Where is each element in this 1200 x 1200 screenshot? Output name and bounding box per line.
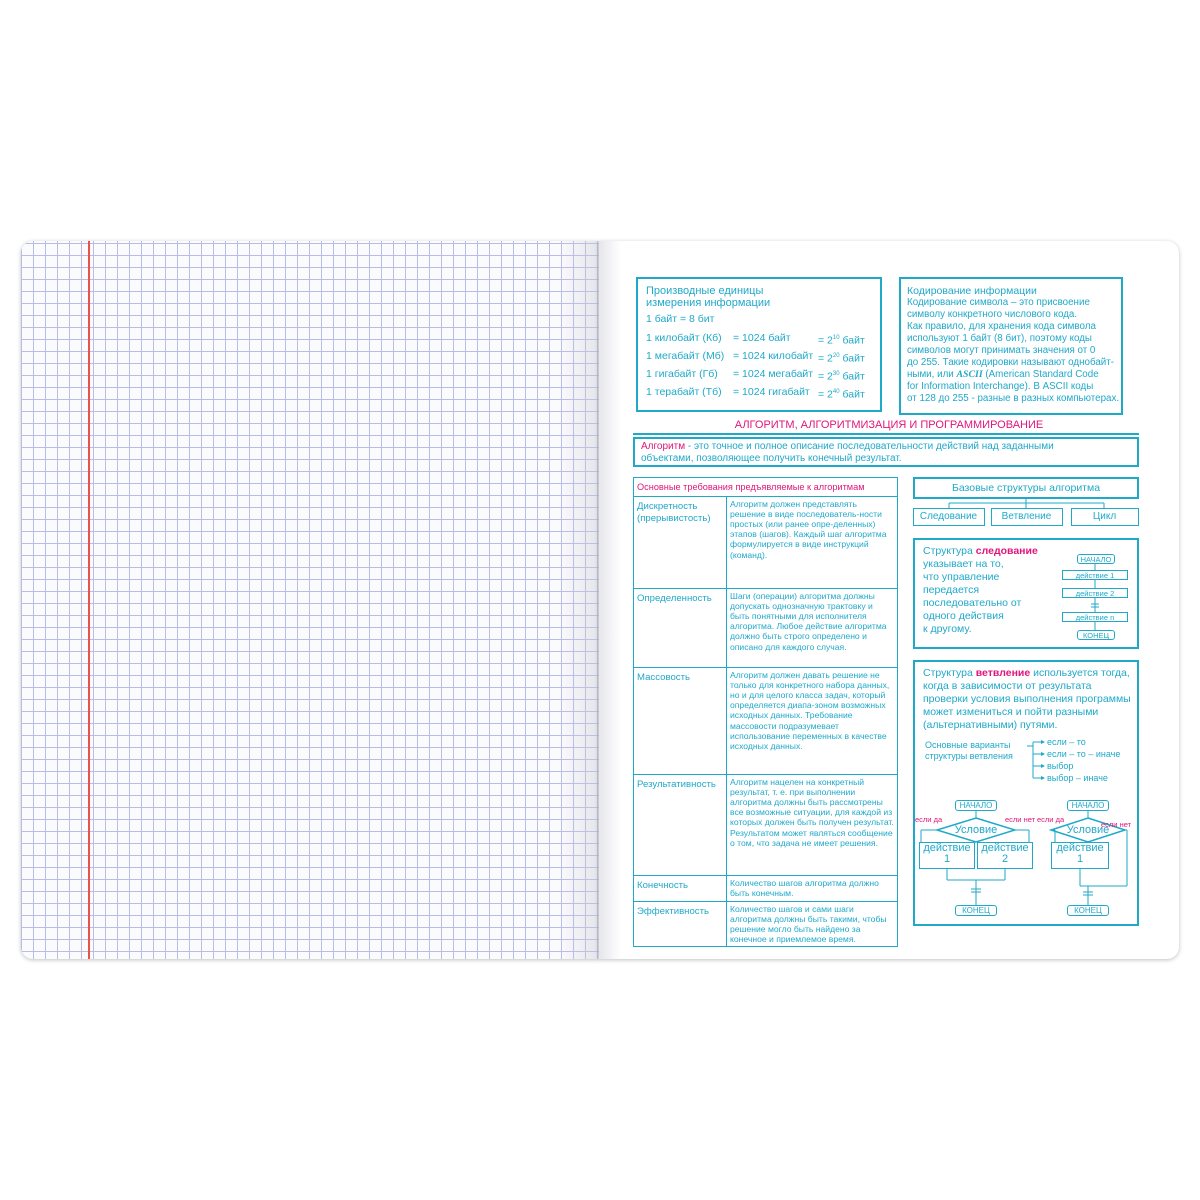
coding-line: Как правило, для хранения кода символа <box>907 321 1096 332</box>
coding-line: символов могут принимать значения от 0 <box>907 345 1096 356</box>
units-title-2: измерения информации <box>646 297 771 309</box>
coding-line: ными, или ASCII (American Standard Code <box>907 369 1099 380</box>
condition-label: Условие <box>1066 824 1110 836</box>
flow-end: КОНЕЦ <box>955 905 997 916</box>
page-fold-shadow <box>559 241 599 959</box>
variant-item: выбор – иначе <box>1047 773 1108 783</box>
flow-action: действие n <box>1062 612 1128 622</box>
branch-line: (альтернативными) путями. <box>923 719 1058 731</box>
flow-end: КОНЕЦ <box>1067 905 1109 916</box>
flow-end: КОНЕЦ <box>1077 630 1115 640</box>
sequence-line: передается <box>923 584 980 596</box>
unit-power: = $2^{10}$ байт <box>818 334 865 347</box>
unit-power: = $2^{30}$ байт <box>818 370 865 383</box>
requirement-name: Дискретность (прерывистость) <box>634 497 727 589</box>
flow-start: НАЧАЛО <box>955 800 997 811</box>
sequence-line: одного действия <box>923 610 1004 622</box>
branch-line: проверки условия выполнения программы <box>923 693 1131 705</box>
requirement-name: Результативность <box>634 775 727 876</box>
margin-line <box>88 241 90 959</box>
definition-line-1: Алгоритм - это точное и полное описание последовательности действий над заданными <box>641 441 1054 452</box>
flow-action: действие 1 <box>1062 570 1128 580</box>
requirement-text: Количество шагов алгоритма должно быть конечным. <box>727 876 898 902</box>
requirement-name: Определенность <box>634 589 727 668</box>
coding-line: от 128 до 255 - разные в разных компьютерах. <box>907 393 1120 404</box>
sequence-line: к другому. <box>923 623 972 635</box>
yes-label: если да <box>1037 815 1065 824</box>
branch-line: может измениться и пойти разными <box>923 706 1099 718</box>
requirement-name: Эффективность <box>634 902 727 947</box>
reference-page <box>599 241 1179 959</box>
requirement-name: Массовость <box>634 668 727 775</box>
flow-action: действие 1 <box>1051 842 1109 869</box>
requirement-text: Алгоритм должен представлять решение в виде последователь-ности простых (или ранее опре-деленных) этапов (шагов). Каждый шаг алгоритма формулируется в виде инструкций (команд). <box>727 497 898 589</box>
unit-equiv: = 1024 мегабайт <box>733 368 814 380</box>
section-title: АЛГОРИТМ, АЛГОРИТМИЗАЦИЯ И ПРОГРАММИРОВАНИЕ <box>734 419 1044 431</box>
branch-heading: Структура ветвление используется тогда, <box>923 667 1130 679</box>
base-structures-title: Базовые структуры алгоритма <box>951 482 1101 494</box>
unit-name: 1 килобайт (Кб) <box>646 332 722 344</box>
sequence-box <box>913 538 1139 649</box>
requirement-text: Шаги (операции) алгоритма должны допускать однозначную трактовку и быть понятными для исполнителя алгоритма. Любое действие алгоритма должно быть строго определено и описано для каждого случая. <box>727 589 898 668</box>
branch-line: когда в зависимости от результата <box>923 680 1092 692</box>
definition-line-2: объектами, позволяющее получить конечный результат. <box>641 453 902 464</box>
branch-box <box>913 660 1139 926</box>
unit-equiv: = 1024 байт <box>733 332 791 344</box>
variants-label: Основные варианты <box>925 740 1011 750</box>
unit-power: = $2^{40}$ байт <box>818 388 865 401</box>
unit-equiv: = 1024 гигабайт <box>733 386 810 398</box>
sequence-line: последовательно от <box>923 597 1022 609</box>
requirement-text: Алгоритм нацелен на конкретный результат, т. е. при выполнении алгоритма должны быть рассмотрены все возможные ситуации, для каждой из которых должен быть получен результат. Результатом может являться сообщение о том, что задача не имеет решения. <box>727 775 898 876</box>
requirements-header: Основные требования предъявляемые к алгоритмам <box>634 478 898 497</box>
unit-power: = $2^{20}$ байт <box>818 352 865 365</box>
variants-label: структуры ветвления <box>925 751 1013 761</box>
no-label: если нет <box>1005 815 1036 824</box>
coding-line: до 255. Такие кодировки называют однобайт- <box>907 357 1115 368</box>
branch-diagram-lines <box>915 662 1137 924</box>
structure-branch: Ветвление <box>991 508 1063 526</box>
unit-name: 1 мегабайт (Мб) <box>646 350 725 362</box>
requirement-text: Алгоритм должен давать решение не только для конкретного набора данных, но и для целого класса задач, который определяется диапа-зоном возможных исходных данных. Требование массовости подразумевает использование переменных в качестве исходных данных. <box>727 668 898 775</box>
variant-item: если – то <box>1047 737 1086 747</box>
yes-label: если да <box>915 815 943 824</box>
flow-action: действие 2 <box>977 842 1033 869</box>
variant-item: если – то – иначе <box>1047 749 1121 759</box>
flow-action: действие 2 <box>1062 588 1128 598</box>
coding-line: используют 1 байт (8 бит), поэтому коды <box>907 333 1092 344</box>
structure-sequence: Следование <box>913 508 985 526</box>
units-title-1: Производные единицы <box>646 285 764 297</box>
unit-name: 1 терабайт (Тб) <box>646 386 722 398</box>
unit-equiv: = 1024 килобайт <box>733 350 814 362</box>
variant-item: выбор <box>1047 761 1074 771</box>
coding-title: Кодирование информации <box>907 285 1037 297</box>
coding-line: Кодирование символа – это присвоение <box>907 297 1090 308</box>
coding-line: символу конкретного числового кода. <box>907 309 1078 320</box>
sequence-heading: Структура следование <box>923 545 1038 557</box>
sequence-line: что управление <box>923 571 1000 583</box>
flow-start: НАЧАЛО <box>1077 554 1115 564</box>
requirement-name: Конечность <box>634 876 727 902</box>
structure-loop: Цикл <box>1071 508 1139 526</box>
flow-action: действие 1 <box>919 842 975 869</box>
sequence-line: указывает на то, <box>923 558 1004 570</box>
units-line-byte: 1 байт = 8 бит <box>646 313 715 325</box>
no-label: если нет <box>1101 820 1132 829</box>
coding-line: for Information Interchange). В ASCII коды <box>907 381 1094 392</box>
grid-page <box>21 241 599 959</box>
requirement-text: Количество шагов и сами шаги алгоритма должны быть такими, чтобы решение могло быть найдено за конечное и приемлемое время. <box>727 902 898 947</box>
condition-label: Условие <box>954 824 998 836</box>
flow-start: НАЧАЛО <box>1067 800 1109 811</box>
unit-name: 1 гигабайт (Гб) <box>646 368 718 380</box>
